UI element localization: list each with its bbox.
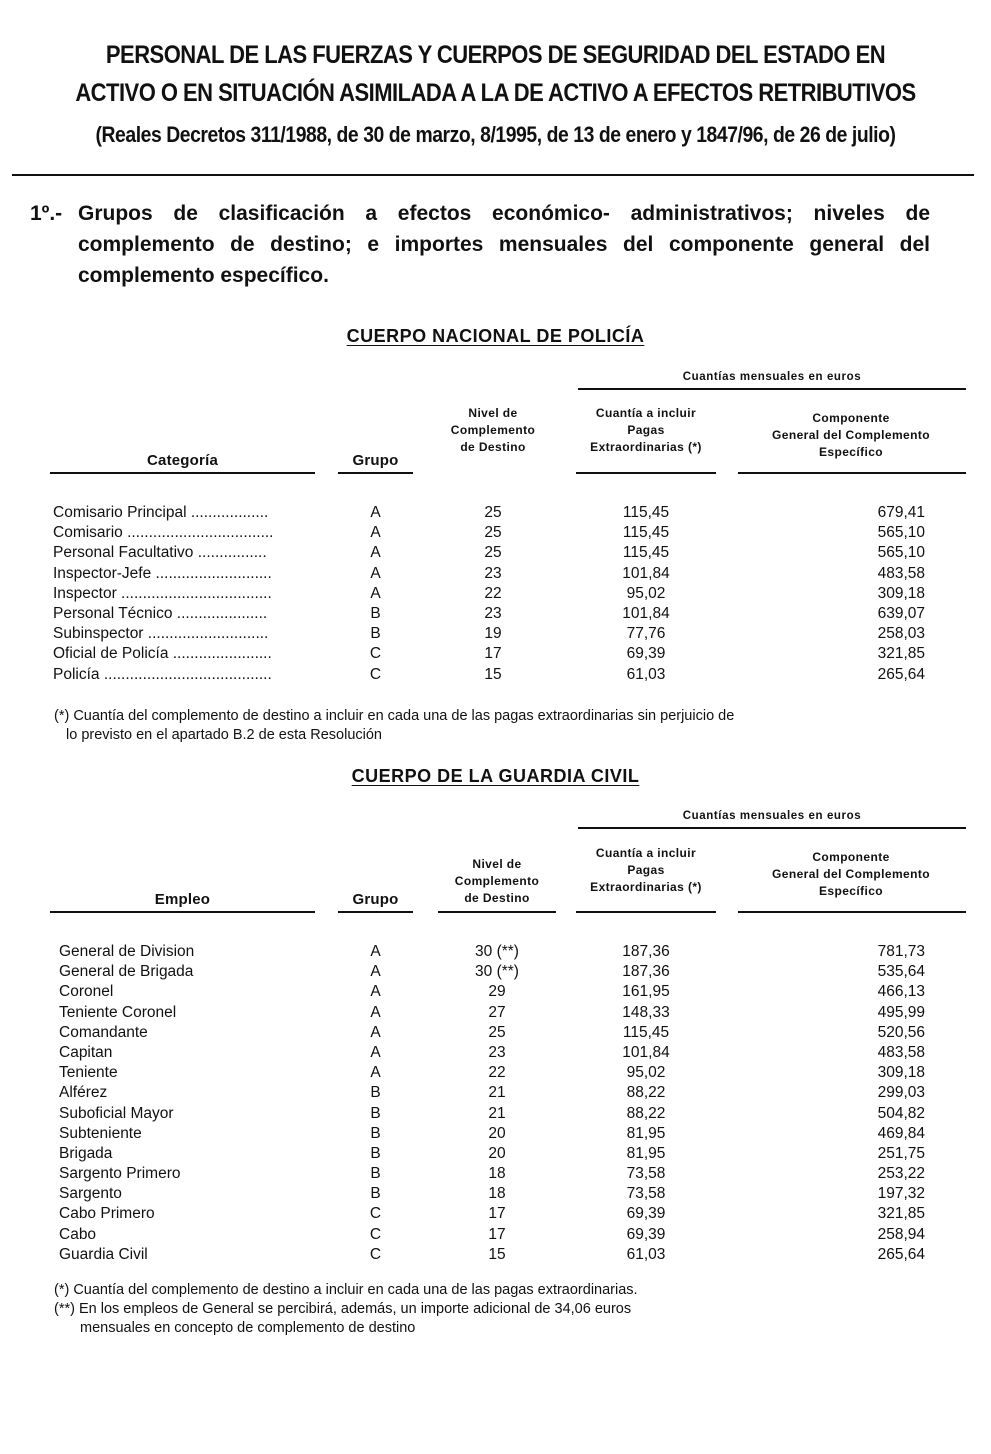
row-cuantia: 61,03 (626, 1245, 666, 1263)
row-grupo: B (370, 604, 381, 622)
row-cuantia: 187,36 (622, 943, 670, 960)
table-row (59, 1104, 925, 1124)
row-cuantia: 101,84 (622, 604, 670, 622)
row-componente: 483,58 (877, 1043, 925, 1061)
table-row (59, 1083, 925, 1103)
row-nivel: 15 (488, 1245, 506, 1263)
guardia-col-empleo: Empleo (154, 891, 211, 908)
row-cuantia: 101,84 (622, 1043, 670, 1061)
row-nivel: 15 (484, 665, 502, 683)
row-componente: 520,56 (877, 1023, 925, 1041)
row-name: Suboficial Mayor (59, 1104, 174, 1122)
row-name: Inspector-Jefe ........................... (53, 564, 272, 582)
policia-col-cuantia: Cuantía a incluir Pagas Extraordinarias (*) (590, 406, 702, 454)
row-componente: 309,18 (877, 1064, 925, 1082)
table-row (59, 1164, 925, 1184)
row-nivel: 21 (488, 1084, 506, 1102)
row-name: Teniente (59, 1064, 118, 1082)
row-cuantia: 148,33 (622, 1003, 670, 1021)
row-name: Coronel (59, 983, 114, 1001)
row-name: Personal Facultativo ................ (53, 544, 267, 562)
row-name: Brigada (59, 1144, 113, 1162)
row-name: Guardia Civil (59, 1245, 148, 1263)
table-row (53, 644, 925, 664)
table-row (59, 942, 925, 962)
row-name: Oficial de Policía ....................... (53, 645, 272, 663)
row-nivel: 25 (484, 544, 502, 562)
policia-col-componente: Componente General del Complemento Específico (772, 411, 930, 459)
row-cuantia: 115,45 (622, 544, 670, 562)
table-row (59, 982, 925, 1002)
table-row (59, 1225, 925, 1245)
row-componente: 251,75 (877, 1144, 925, 1162)
guardia-title: CUERPO DE LA GUARDIA CIVIL (351, 766, 640, 786)
section-heading (30, 198, 930, 291)
row-name: Subinspector ............................ (53, 625, 269, 643)
guardia-col-componente: Componente General del Complemento Específico (772, 850, 930, 898)
header-line-2: ACTIVO O EN SITUACIÓN ASIMILADA A LA DE ACTIVO A EFECTOS RETRIBUTIVOS (75, 79, 916, 107)
row-componente: 299,03 (877, 1084, 925, 1102)
document-header (0, 36, 991, 154)
table-row (59, 1003, 925, 1023)
row-nivel: 27 (488, 1003, 506, 1021)
guardia-col-grupo: Grupo (352, 891, 399, 908)
row-componente: 466,13 (877, 983, 925, 1001)
row-componente: 258,94 (877, 1225, 925, 1243)
row-name: Subteniente (59, 1124, 142, 1142)
guardia-col-line (576, 911, 716, 913)
table-row (59, 1063, 925, 1083)
row-grupo: A (370, 1043, 381, 1061)
policia-title: CUERPO NACIONAL DE POLICÍA (346, 326, 645, 346)
row-cuantia: 69,39 (626, 1205, 666, 1223)
row-cuantia: 115,45 (622, 524, 670, 542)
policia-table-body (53, 503, 925, 685)
row-nivel: 30 (**) (475, 963, 519, 981)
row-cuantia: 101,84 (622, 564, 670, 582)
guardia-col-line (338, 911, 413, 913)
row-componente: 197,32 (877, 1185, 925, 1203)
row-nivel: 20 (488, 1144, 506, 1162)
table-row (53, 624, 925, 644)
row-grupo: A (370, 1003, 381, 1021)
table-row (53, 503, 925, 523)
row-grupo: C (369, 1225, 382, 1243)
row-cuantia: 77,76 (626, 625, 666, 643)
guardia-span-header: Cuantías mensuales en euros (682, 810, 862, 822)
row-name: Comisario Principal .................. (53, 504, 269, 521)
row-grupo: A (370, 544, 381, 562)
row-grupo: C (369, 665, 382, 683)
row-componente: 679,41 (877, 504, 925, 521)
row-name: Capitan (59, 1043, 113, 1061)
row-grupo: A (370, 943, 381, 960)
row-cuantia: 161,95 (622, 983, 670, 1001)
table-row (59, 1124, 925, 1144)
table-row (59, 1184, 925, 1204)
table-row (53, 665, 925, 685)
row-componente: 265,64 (877, 1245, 925, 1263)
row-nivel: 29 (488, 983, 506, 1001)
row-componente: 565,10 (877, 544, 925, 562)
row-componente: 781,73 (877, 943, 925, 960)
row-nivel: 23 (484, 604, 502, 622)
row-grupo: B (370, 1124, 381, 1142)
row-nivel: 17 (488, 1205, 506, 1223)
row-nivel: 22 (488, 1064, 506, 1082)
guardia-span-line (578, 827, 966, 829)
table-row (59, 1043, 925, 1063)
row-name: Comandante (59, 1023, 148, 1041)
guardia-col-nivel: Nivel de Complemento de Destino (454, 857, 540, 905)
row-cuantia: 69,39 (626, 645, 666, 663)
row-componente: 495,99 (877, 1003, 925, 1021)
row-grupo: B (370, 625, 381, 643)
policia-span-line (578, 388, 966, 390)
guardia-col-cuantia: Cuantía a incluir Pagas Extraordinarias (*) (590, 846, 702, 894)
row-name: Personal Técnico ..................... (53, 604, 268, 622)
row-cuantia: 95,02 (626, 1064, 666, 1082)
row-name: Inspector ................................... (53, 584, 272, 602)
policia-span-header: Cuantías mensuales en euros (682, 371, 862, 383)
guardia-table-body (59, 942, 925, 1265)
row-componente: 265,64 (877, 665, 925, 683)
row-nivel: 21 (488, 1104, 506, 1122)
row-nivel: 30 (**) (475, 943, 519, 960)
table-row (53, 543, 925, 563)
row-name: General de Division (59, 943, 195, 960)
row-nivel: 19 (484, 625, 502, 643)
header-line-1: PERSONAL DE LAS FUERZAS Y CUERPOS DE SEGURIDAD DEL ESTADO EN (105, 41, 886, 69)
table-row (53, 523, 925, 543)
guardia-notes: (*) Cuantía del complemento de destino a incluir en cada una de las pagas extraordinarias. (**) En los empleos de General se percibirá, además, un importe adicional de 34,06 euros mensuales en concepto de complemento de destino (54, 1282, 638, 1336)
row-nivel: 17 (488, 1225, 506, 1243)
table-row (59, 962, 925, 982)
row-componente: 565,10 (877, 524, 925, 542)
section-number: 1º.- (30, 202, 63, 225)
table-row (59, 1023, 925, 1043)
row-grupo: A (370, 524, 381, 542)
table-row (59, 1245, 925, 1265)
row-cuantia: 95,02 (626, 584, 666, 602)
policia-col-line (50, 472, 315, 474)
table-row (59, 1204, 925, 1224)
row-grupo: A (370, 983, 381, 1001)
policia-col-line (576, 472, 716, 474)
row-cuantia: 81,95 (626, 1124, 666, 1142)
row-componente: 309,18 (877, 584, 925, 602)
row-nivel: 23 (488, 1043, 506, 1061)
row-componente: 639,07 (877, 604, 925, 622)
row-name: Alférez (59, 1084, 108, 1102)
guardia-col-line (50, 911, 315, 913)
row-grupo: A (370, 584, 381, 602)
table-row (59, 1144, 925, 1164)
row-nivel: 25 (488, 1023, 506, 1041)
row-componente: 321,85 (877, 1205, 925, 1223)
row-cuantia: 187,36 (622, 963, 670, 981)
row-grupo: C (369, 1245, 382, 1263)
row-cuantia: 88,22 (626, 1084, 666, 1102)
row-cuantia: 61,03 (626, 665, 666, 683)
row-grupo: A (370, 963, 381, 981)
row-grupo: A (370, 564, 381, 582)
row-grupo: C (369, 1205, 382, 1223)
row-name: Cabo (59, 1225, 97, 1243)
row-name: Sargento (59, 1185, 122, 1203)
row-grupo: B (370, 1185, 381, 1203)
row-componente: 504,82 (877, 1104, 925, 1122)
row-name: Comisario .................................. (53, 524, 274, 542)
row-nivel: 17 (484, 645, 502, 663)
row-grupo: B (370, 1084, 381, 1102)
row-nivel: 18 (488, 1185, 506, 1203)
row-cuantia: 81,95 (626, 1144, 666, 1162)
row-cuantia: 115,45 (622, 1023, 670, 1041)
row-componente: 253,22 (877, 1165, 925, 1183)
row-componente: 535,64 (877, 963, 925, 981)
policia-col-grupo: Grupo (352, 452, 399, 469)
row-nivel: 25 (484, 504, 502, 521)
row-componente: 258,03 (877, 625, 925, 643)
row-cuantia: 73,58 (626, 1185, 666, 1203)
row-componente: 469,84 (877, 1124, 925, 1142)
policia-col-line (738, 472, 966, 474)
table-row (53, 604, 925, 624)
row-name: Teniente Coronel (59, 1003, 177, 1021)
header-divider (12, 174, 974, 176)
row-grupo: A (370, 504, 381, 521)
row-cuantia: 69,39 (626, 1225, 666, 1243)
row-grupo: B (370, 1165, 381, 1183)
policia-col-nivel: Nivel de Complemento de Destino (450, 406, 536, 454)
guardia-col-line (438, 911, 556, 913)
row-cuantia: 88,22 (626, 1104, 666, 1122)
section-text: Grupos de clasificación a efectos económico- administrativos; niveles de complemento de destino; e importes mensuales del componente general del complemento específico. (78, 202, 930, 287)
policia-col-line (338, 472, 413, 474)
row-cuantia: 115,45 (622, 504, 670, 521)
row-grupo: C (369, 645, 382, 663)
row-nivel: 20 (488, 1124, 506, 1142)
row-name: Policía ....................................... (53, 665, 272, 683)
guardia-col-line (738, 911, 966, 913)
row-name: Sargento Primero (59, 1165, 181, 1183)
row-nivel: 18 (488, 1165, 506, 1183)
row-nivel: 25 (484, 524, 502, 542)
row-nivel: 22 (484, 584, 502, 602)
row-grupo: A (370, 1064, 381, 1082)
row-componente: 321,85 (877, 645, 925, 663)
row-grupo: A (370, 1023, 381, 1041)
row-grupo: B (370, 1104, 381, 1122)
row-componente: 483,58 (877, 564, 925, 582)
policia-col-categoria: Categoría (147, 452, 218, 469)
row-grupo: B (370, 1144, 381, 1162)
table-row (53, 584, 925, 604)
header-line-3: (Reales Decretos 311/1988, de 30 de marzo, 8/1995, de 13 de enero y 1847/96, de 26 de julio) (95, 122, 896, 147)
policia-note: (*) Cuantía del complemento de destino a incluir en cada una de las pagas extraordinarias sin perjuicio de lo previsto en el apartado B.2 de esta Resolución (54, 708, 735, 743)
row-name: Cabo Primero (59, 1205, 155, 1223)
row-cuantia: 73,58 (626, 1165, 666, 1183)
row-name: General de Brigada (59, 963, 194, 981)
table-row (53, 564, 925, 584)
row-nivel: 23 (484, 564, 502, 582)
